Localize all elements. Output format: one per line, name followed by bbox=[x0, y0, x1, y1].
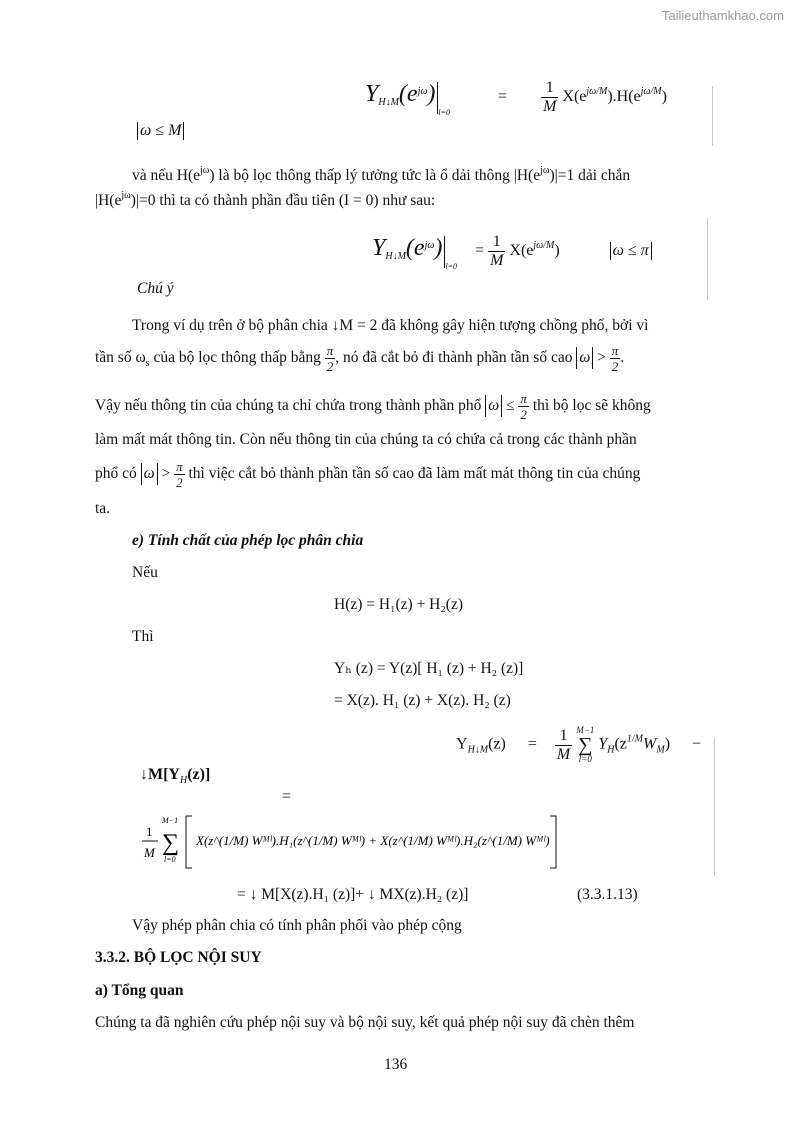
margin-rule bbox=[712, 86, 713, 146]
equation-yh-1: Yₕ (z) = Y(z)[ H₁ (z) + H₂ (z)] bbox=[334, 660, 524, 677]
equation-4-rhs bbox=[140, 812, 560, 870]
section-a-heading: a) Tổng quan bbox=[95, 982, 184, 999]
eq4-sum-bot: l=0 bbox=[164, 855, 176, 864]
eq4-frac-den: M bbox=[144, 845, 155, 860]
section-e-heading: e) Tính chất của phép lọc phân chia bbox=[132, 532, 364, 549]
margin-rule bbox=[714, 738, 715, 876]
paragraph-2-line-1: Trong ví dụ trên ở bộ phân chia ↓M = 2 đã không gây hiện tượng chồng phổ, bởi vì bbox=[132, 317, 649, 334]
paragraph-1-line-1: và nếu $H(e^{j\omega})$ là bộ lọc thông thấp lý tưởng tức là ổ dải thông $|H(e^{j\omega})|=1$ dải chắn bbox=[132, 165, 631, 184]
eq4-body: X(z^(1/M) Wᴹˡ).H₁(z^(1/M) Wᴹˡ) + X(z^(1/M) Wᴹˡ).H₂(z^(1/M) Wᴹˡ) bbox=[196, 833, 550, 848]
equation-1-condition: ω ≤ M bbox=[137, 122, 184, 140]
page-number: 136 bbox=[384, 1056, 408, 1073]
equation-1: $Y_{H↓M}(e^{j\omega})_{l=0}$ = $\frac{1}{M}$ $X(e^{j\omega/M}).H(e^{j\omega/M})$ bbox=[365, 79, 667, 118]
text-thi: Thì bbox=[132, 628, 154, 645]
conclusion: Vậy phép phân chia có tính phân phối vào phép cộng bbox=[132, 917, 462, 934]
equation-4-equals: = bbox=[282, 788, 292, 805]
paragraph-2-line-5: phổ có ω > $\frac{\pi}{2}$ thì việc cắt bỏ thành phần tần số cao đã làm mất mát thông tin của chúng bbox=[95, 459, 641, 490]
eq4-frac-num: 1 bbox=[146, 824, 153, 839]
paragraph-2-line-2: tần số $\omega_s$ của bộ lọc thông thấp bằng $\frac{\pi}{2}$ , nó đã cắt bỏ đi thành phần tần số cao ω > $\frac{\pi}{2}$ . bbox=[95, 343, 625, 374]
equation-h: H(z) = H₁(z) + H₂(z) bbox=[334, 596, 463, 613]
equation-4-lhs: $↓M[Y_H(z)]$ bbox=[140, 766, 211, 786]
note-label: Chú ý bbox=[137, 280, 174, 297]
paragraph-2-line-6: ta. bbox=[95, 500, 111, 517]
paragraph-1-line-2: $|H(e^{j\omega})|=0$ thì ta có thành phần đầu tiên (I = 0) như sau: bbox=[95, 190, 436, 209]
text-neu: Nếu bbox=[132, 564, 158, 581]
equation-3: $Y_{H↓M}(z)$ = $\frac{1}{M}$ M−1 ∑ l=0 $Y_H(z^{1/M}W_M)$ − bbox=[456, 725, 702, 764]
eq4-sum-top: M−1 bbox=[162, 816, 179, 825]
paragraph-2-line-4: làm mất mát thông tin. Còn nếu thông tin của chúng ta có chứa cả trong các thành phần bbox=[95, 431, 637, 448]
equation-yh-2: = X(z). H₁ (z) + X(z). H₂ (z) bbox=[334, 692, 511, 709]
paragraph-2-line-3: Vậy nếu thông tin của chúng ta chỉ chứa trong thành phần phổ ω ≤ $\frac{\pi}{2}$ thì bộ lọc sẽ không bbox=[95, 391, 651, 422]
equation-number: (3.3.1.13) bbox=[577, 886, 638, 903]
last-line: Chúng ta đã nghiên cứu phép nội suy và bộ nội suy, kết quả phép nội suy đã chèn thêm bbox=[95, 1014, 635, 1031]
equation-4-rhs-drawing bbox=[140, 812, 560, 870]
margin-rule bbox=[707, 218, 708, 300]
section-332-heading: 3.3.2. BỘ LỌC NỘI SUY bbox=[95, 949, 262, 966]
eq4-sum-sign: ∑ bbox=[162, 830, 180, 856]
watermark: Tailieuthamkhao.com bbox=[661, 8, 784, 23]
equation-5: = ↓ M[X(z).H₁ (z)]+ ↓ MX(z).H₂ (z)] bbox=[237, 886, 469, 903]
equation-2: $Y_{H↓M}(e^{j\omega})_{l=0}$ = $\frac{1}{M}$ $X(e^{j\omega/M}) \omega \le \pi$ bbox=[372, 234, 652, 271]
